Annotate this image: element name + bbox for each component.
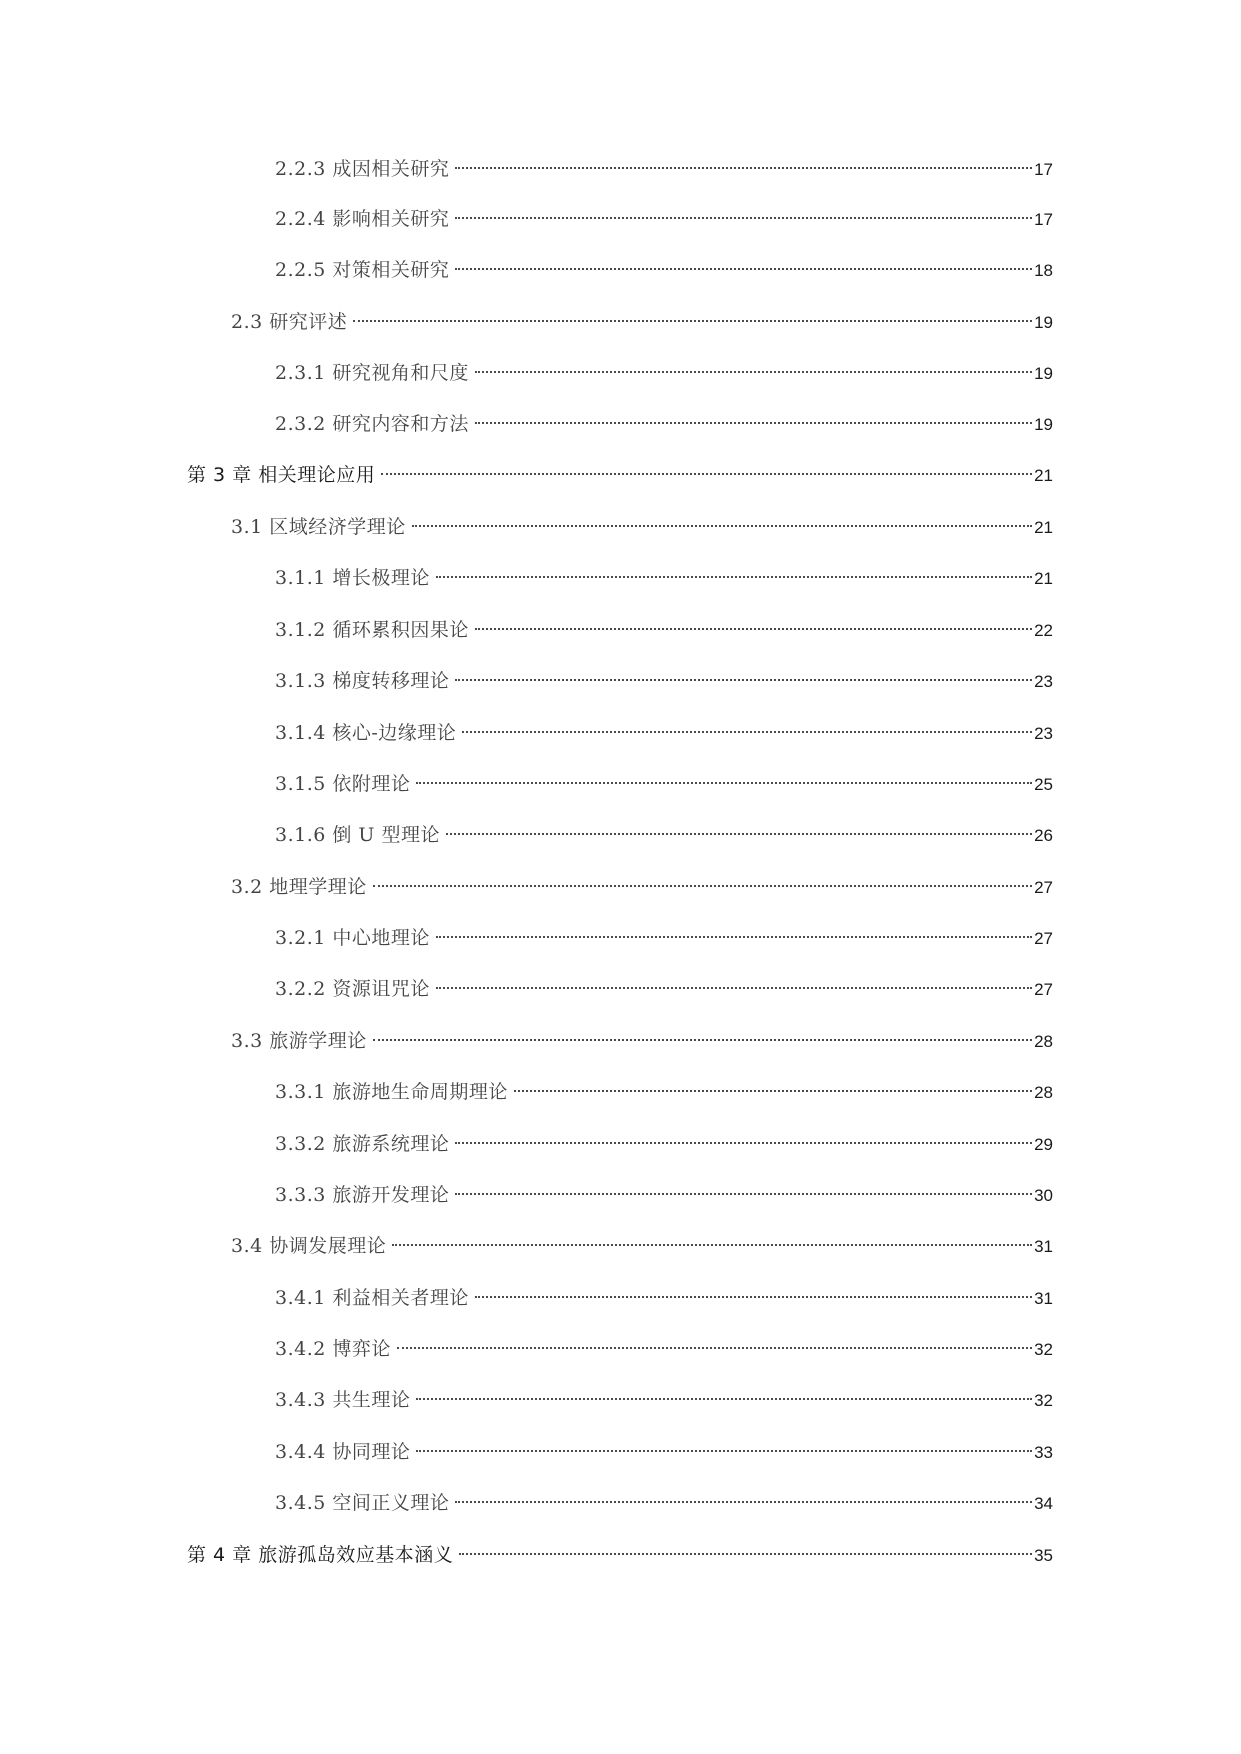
- toc-page-number: 27: [1034, 878, 1053, 897]
- toc-entry-label: 第 3 章 相关理论应用: [187, 464, 376, 486]
- toc-leader-dots: [459, 1553, 1032, 1555]
- toc-entry-label: 3.1.5 依附理论: [275, 773, 411, 795]
- toc-entry-label: 2.2.5 对策相关研究: [275, 259, 450, 281]
- toc-entry-label: 3.3.3 旅游开发理论: [275, 1184, 450, 1206]
- toc-leader-dots: [455, 167, 1032, 169]
- toc-page-number: 31: [1034, 1237, 1053, 1256]
- toc-page-number: 17: [1034, 160, 1053, 179]
- toc-page-number: 29: [1034, 1135, 1053, 1154]
- toc-leader-dots: [455, 679, 1032, 681]
- toc-page-number: 31: [1034, 1289, 1053, 1308]
- toc-entry-label: 3.1.6 倒 U 型理论: [275, 824, 440, 846]
- toc-entry-label: 2.3 研究评述: [231, 311, 348, 333]
- toc-leader-dots: [416, 782, 1032, 784]
- toc-entry[interactable]: [275, 154, 1053, 184]
- toc-entry-label: 2.3.2 研究内容和方法: [275, 413, 469, 435]
- toc-entry[interactable]: [275, 1334, 1053, 1364]
- toc-page-number: 30: [1034, 1186, 1053, 1205]
- toc-entry[interactable]: [231, 872, 1053, 902]
- toc-entry[interactable]: [275, 1437, 1053, 1467]
- toc-leader-dots: [416, 1398, 1032, 1400]
- toc-page-number: 34: [1034, 1494, 1053, 1513]
- toc-entry-label: 3.1.2 循环累积因果论: [275, 619, 469, 641]
- toc-entry[interactable]: [275, 204, 1053, 234]
- toc-leader-dots: [397, 1347, 1032, 1349]
- toc-entry[interactable]: [275, 1385, 1053, 1415]
- toc-entry-label: 2.3.1 研究视角和尺度: [275, 362, 469, 384]
- toc-page-number: 17: [1034, 210, 1053, 229]
- toc-entry-label: 3.2 地理学理论: [231, 876, 367, 898]
- toc-page-number: 28: [1034, 1083, 1053, 1102]
- toc-leader-dots: [373, 885, 1032, 887]
- toc-leader-dots: [475, 1296, 1032, 1298]
- toc-leader-dots: [514, 1090, 1032, 1092]
- toc-page-number: 27: [1034, 929, 1053, 948]
- toc-leader-dots: [455, 268, 1032, 270]
- toc-entry[interactable]: [275, 769, 1053, 799]
- toc-entry[interactable]: [275, 1180, 1053, 1210]
- toc-page-number: 19: [1034, 364, 1053, 383]
- toc-page-number: 21: [1034, 518, 1053, 537]
- toc-entry[interactable]: [275, 923, 1053, 953]
- toc-entry-label: 2.2.3 成因相关研究: [275, 158, 450, 180]
- toc-entry-label: 3.1.1 增长极理论: [275, 567, 430, 589]
- toc-page-number: 27: [1034, 980, 1053, 999]
- toc-entry-label: 3.2.2 资源诅咒论: [275, 978, 430, 1000]
- toc-entry[interactable]: [231, 1231, 1053, 1261]
- toc-entry-label: 2.2.4 影响相关研究: [275, 208, 450, 230]
- toc-entry-label: 3.4 协调发展理论: [231, 1235, 387, 1257]
- toc-leader-dots: [436, 576, 1032, 578]
- toc-leader-dots: [381, 473, 1032, 475]
- toc-leader-dots: [436, 936, 1032, 938]
- toc-entry-label: 3.2.1 中心地理论: [275, 927, 430, 949]
- toc-page-number: 23: [1034, 724, 1053, 743]
- toc-leader-dots: [475, 422, 1032, 424]
- toc-leader-dots: [455, 1501, 1032, 1503]
- toc-entry[interactable]: [275, 820, 1053, 850]
- toc-entry-chapter[interactable]: [187, 1540, 1053, 1570]
- toc-page-number: 19: [1034, 415, 1053, 434]
- toc-entry[interactable]: [275, 563, 1053, 593]
- toc-page-number: 18: [1034, 261, 1053, 280]
- toc-leader-dots: [416, 1450, 1032, 1452]
- toc-entry[interactable]: [275, 1283, 1053, 1313]
- toc-entry-label: 3.4.4 协同理论: [275, 1441, 411, 1463]
- toc-leader-dots: [455, 1142, 1032, 1144]
- toc-entry[interactable]: [275, 1077, 1053, 1107]
- toc-leader-dots: [455, 217, 1032, 219]
- toc-entry-label: 3.4.3 共生理论: [275, 1389, 411, 1411]
- toc-entry[interactable]: [231, 307, 1053, 337]
- toc-page-number: 32: [1034, 1391, 1053, 1410]
- toc-page-number: 22: [1034, 621, 1053, 640]
- toc-leader-dots: [392, 1244, 1032, 1246]
- toc-entry-label: 3.1.4 核心-边缘理论: [275, 722, 457, 744]
- toc-page-number: 28: [1034, 1032, 1053, 1051]
- toc-page-number: 23: [1034, 672, 1053, 691]
- toc-entry[interactable]: [275, 615, 1053, 645]
- toc-leader-dots: [446, 833, 1032, 835]
- toc-page-number: 26: [1034, 826, 1053, 845]
- toc-entry[interactable]: [275, 974, 1053, 1004]
- toc-entry-label: 3.3.1 旅游地生命周期理论: [275, 1081, 508, 1103]
- toc-leader-dots: [475, 371, 1032, 373]
- toc-leader-dots: [436, 987, 1032, 989]
- toc-leader-dots: [455, 1193, 1032, 1195]
- toc-entry[interactable]: [275, 1488, 1053, 1518]
- toc-page-number: 21: [1034, 569, 1053, 588]
- toc-leader-dots: [462, 731, 1032, 733]
- toc-entry-label: 3.3 旅游学理论: [231, 1030, 367, 1052]
- toc-entry[interactable]: [231, 512, 1053, 542]
- toc-page-number: 25: [1034, 775, 1053, 794]
- toc-entry[interactable]: [275, 255, 1053, 285]
- toc-page-number: 33: [1034, 1443, 1053, 1462]
- toc-entry-label: 3.4.5 空间正义理论: [275, 1492, 450, 1514]
- toc-page-number: 32: [1034, 1340, 1053, 1359]
- toc-entry[interactable]: [275, 718, 1053, 748]
- toc-entry-label: 第 4 章 旅游孤岛效应基本涵义: [187, 1544, 454, 1566]
- toc-entry[interactable]: [275, 666, 1053, 696]
- toc-page-number: 21: [1034, 466, 1053, 485]
- toc-page-number: 19: [1034, 313, 1053, 332]
- toc-entry-label: 3.3.2 旅游系统理论: [275, 1133, 450, 1155]
- toc-entry[interactable]: [231, 1026, 1053, 1056]
- toc-leader-dots: [412, 525, 1032, 527]
- toc-entry[interactable]: [275, 409, 1053, 439]
- toc-entry-chapter[interactable]: [187, 460, 1053, 490]
- toc-entry-label: 3.4.2 博弈论: [275, 1338, 391, 1360]
- toc-leader-dots: [373, 1039, 1032, 1041]
- toc-leader-dots: [475, 628, 1032, 630]
- toc-entry-label: 3.4.1 利益相关者理论: [275, 1287, 469, 1309]
- toc-entry[interactable]: [275, 1129, 1053, 1159]
- toc-entry[interactable]: [275, 358, 1053, 388]
- toc-entry-label: 3.1 区域经济学理论: [231, 516, 406, 538]
- toc-leader-dots: [353, 320, 1032, 322]
- toc-page-number: 35: [1034, 1546, 1053, 1565]
- toc-entry-label: 3.1.3 梯度转移理论: [275, 670, 450, 692]
